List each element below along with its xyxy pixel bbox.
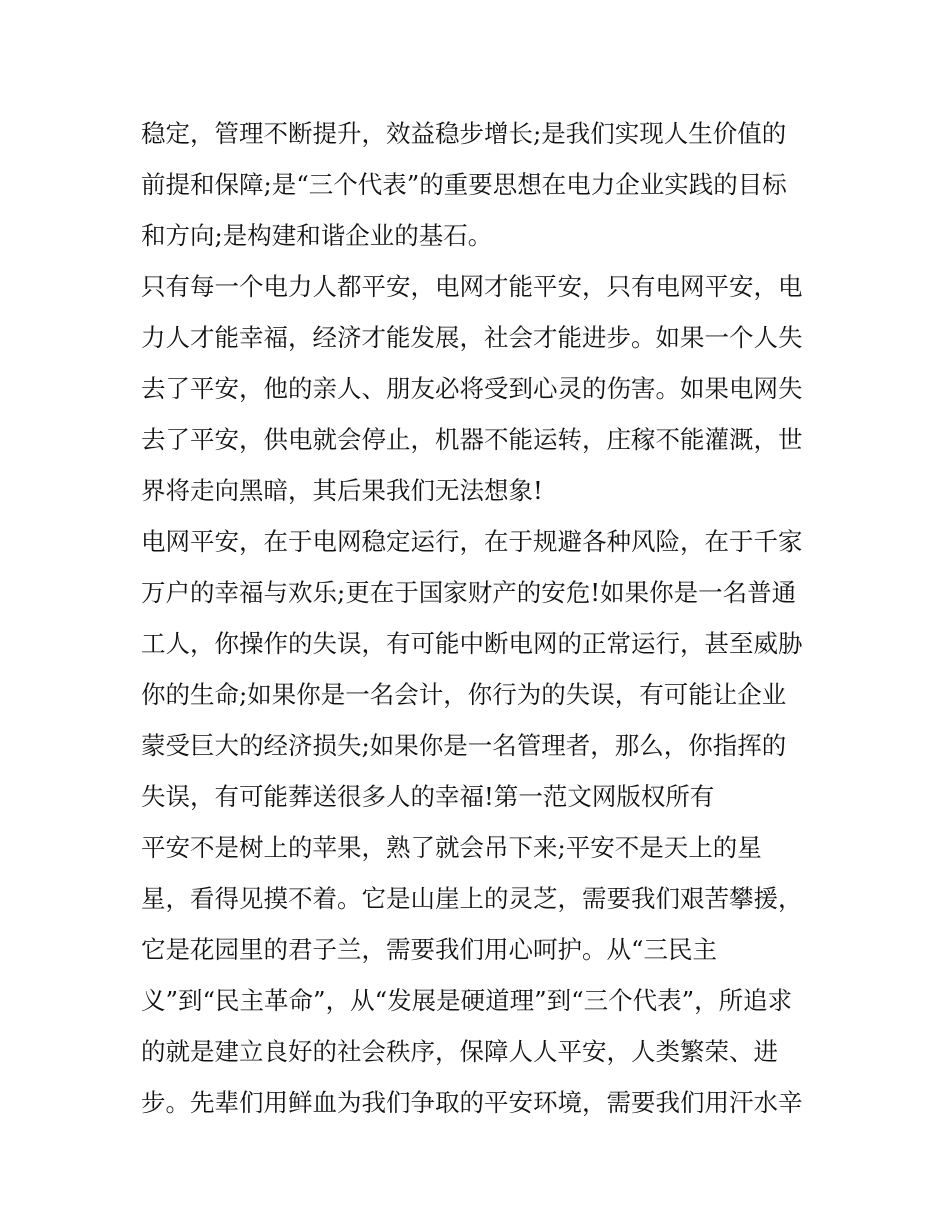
text-line: 蒙受巨大的经济损失;如果你是一名管理者，那么，你指挥的: [141, 731, 787, 760]
text-line: 和方向;是构建和谐企业的基石。: [141, 221, 493, 250]
text-line: 去了平安，供电就会停止，机器不能运转，庄稼不能灌溉，世: [141, 425, 803, 454]
text-line: 工人，你操作的失误，有可能中断电网的正常运行，甚至威胁: [141, 629, 803, 658]
text-line: 你的生命;如果你是一名会计，你行为的失误，有可能让企业: [141, 680, 787, 709]
text-line: 前提和保障;是“三个代表”的重要思想在电力企业实践的目标: [141, 170, 787, 199]
text-line: 去了平安，他的亲人、朋友必将受到心灵的伤害。如果电网失: [141, 374, 803, 403]
text-line: 星，看得见摸不着。它是山崖上的灵芝，需要我们艰苦攀援，: [141, 884, 803, 913]
text-line: 只有每一个电力人都平安，电网才能平安，只有电网平安，电: [141, 272, 803, 301]
text-line: 力人才能幸福，经济才能发展，社会才能进步。如果一个人失: [141, 323, 803, 352]
text-line: 电网平安，在于电网稳定运行，在于规避各种风险，在于千家: [141, 527, 803, 556]
text-line: 的就是建立良好的社会秩序，保障人人平安，人类繁荣、进: [141, 1037, 778, 1066]
text-line: 平安不是树上的苹果，熟了就会吊下来;平安不是天上的星: [141, 833, 762, 862]
text-line: 界将走向黑暗，其后果我们无法想象!: [141, 476, 543, 505]
text-line: 失误，有可能葬送很多人的幸福!第一范文网版权所有: [141, 782, 715, 811]
body-text: [141, 108, 821, 1128]
text-line: 步。先辈们用鲜血为我们争取的平安环境，需要我们用汗水辛: [141, 1088, 803, 1117]
text-line: 义”到“民主革命”，从“发展是硬道理”到“三个代表”，所追求: [141, 986, 793, 1015]
text-line: 它是花园里的君子兰，需要我们用心呵护。从“三民主: [141, 935, 718, 964]
text-line: 稳定，管理不断提升，效益稳步增长;是我们实现人生价值的: [141, 119, 787, 148]
text-line: 万户的幸福与欢乐;更在于国家财产的安危!如果你是一名普通: [141, 578, 797, 607]
